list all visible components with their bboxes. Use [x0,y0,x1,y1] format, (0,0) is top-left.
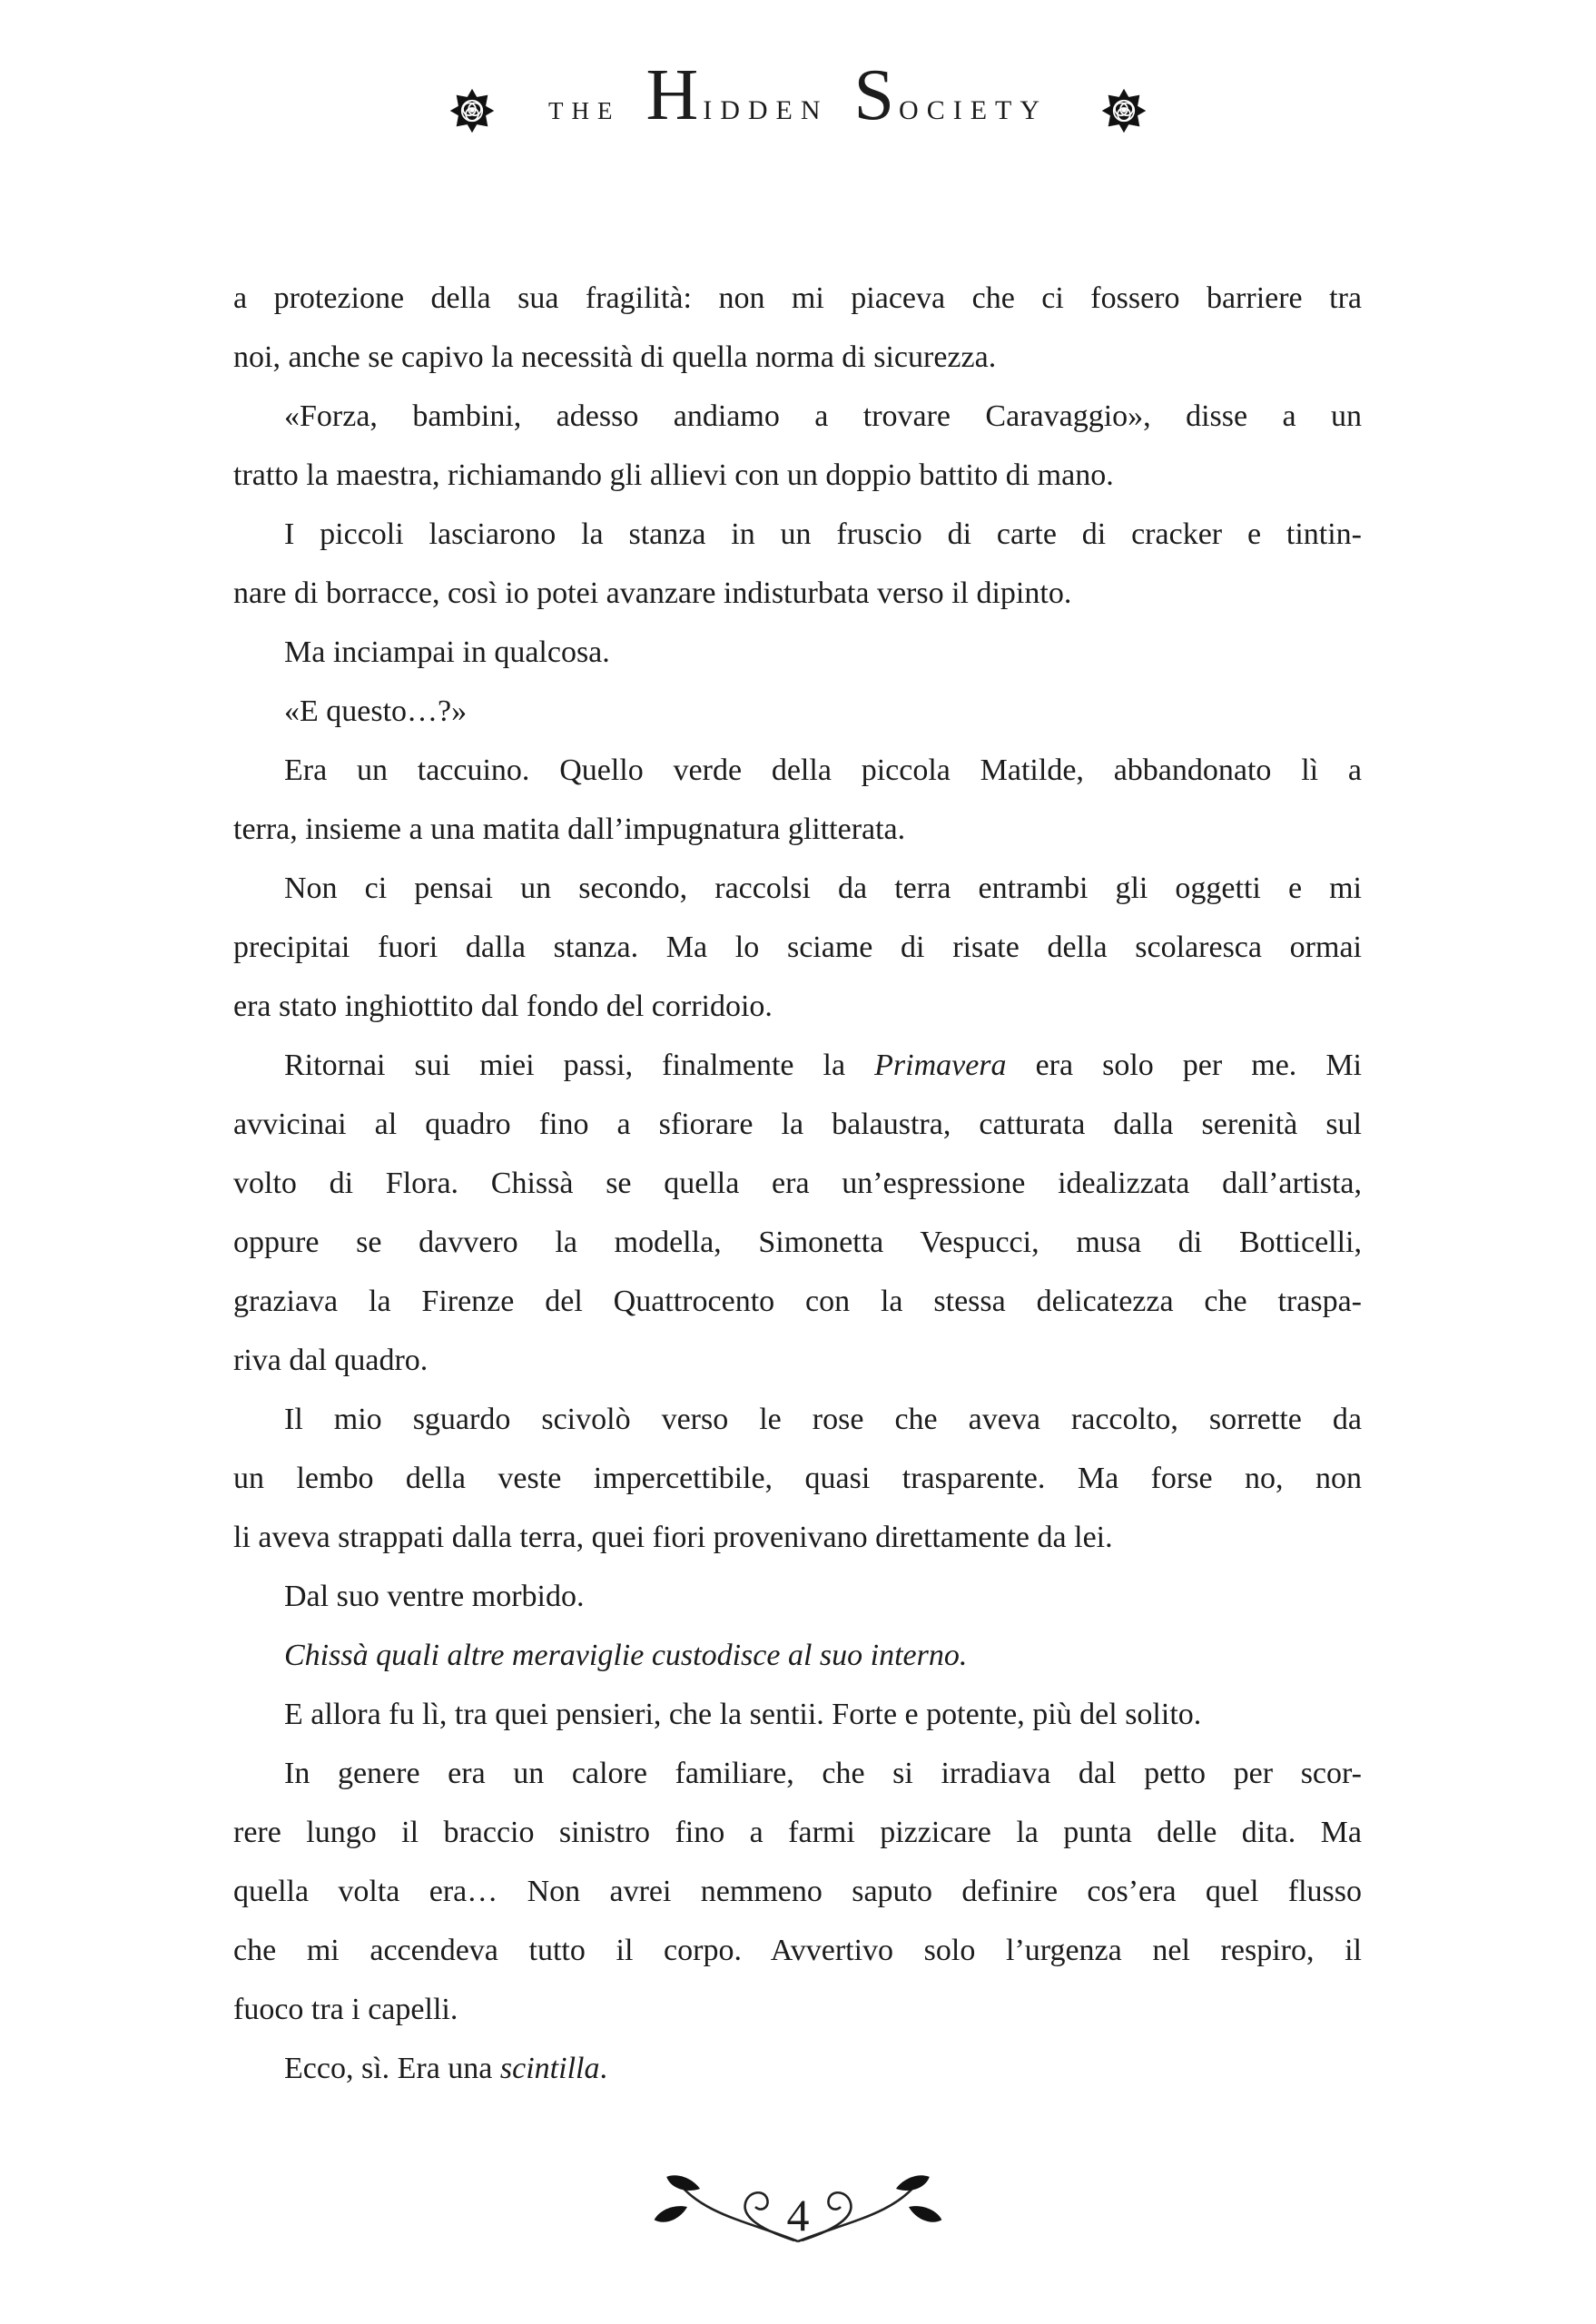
text-line [233,1390,1362,1449]
text-segment: fuoco tra i capelli. [233,1993,458,2026]
text-line [233,1626,1362,1685]
text-segment: Ritornai sui miei passi, finalmente la [284,1049,875,1082]
page-number: 4 [786,2190,810,2240]
paragraph [233,623,1362,682]
text-line [233,1803,1362,1862]
text-line [233,918,1362,977]
paragraph [233,1567,1362,1626]
page-body [233,269,1362,2098]
text-line [233,328,1362,387]
paragraph [233,1390,1362,1567]
rosette-star-icon [448,87,496,134]
text-line [233,269,1362,328]
paragraph [233,682,1362,741]
text-segment: Era un taccuino. Quello verde della piccola Matilde, abbandonato lì a [284,753,1362,787]
text-line [233,1154,1362,1213]
text-line [233,682,1362,741]
text-line [233,387,1362,446]
text-segment: «E questo…?» [284,694,468,728]
text-segment: precipitai fuori dalla stanza. Ma lo sciame di risate della scolaresca ormai [233,931,1362,964]
text-segment: . [599,2052,607,2085]
text-line [233,859,1362,918]
italic-text-segment: Primavera [874,1049,1007,1082]
text-line [233,1095,1362,1154]
text-line [233,1685,1362,1744]
title-rest-idden: IDDEN [703,95,829,125]
text-line [233,1508,1362,1567]
text-segment: riva dal quadro. [233,1344,429,1377]
text-segment: Ma inciampai in qualcosa. [284,635,610,669]
text-segment: In genere era un calore familiare, che si irradiava dal petto per scor- [284,1757,1362,1790]
paragraph [233,269,1362,387]
text-line [233,2039,1362,2098]
paragraph [233,2039,1362,2098]
text-segment: era stato inghiottito dal fondo del corridoio. [233,990,773,1023]
text-segment: un lembo della veste impercettibile, quasi trasparente. Ma forse no, non [233,1462,1362,1495]
text-line [233,1449,1362,1508]
text-segment: rere lungo il braccio sinistro fino a farmi pizzicare la punta delle dita. Ma [233,1816,1362,1849]
text-segment: volto di Flora. Chissà se quella era un’espressione idealizzata dall’artista, [233,1167,1362,1200]
italic-text-segment: scintilla [499,2052,600,2085]
text-line [233,800,1362,859]
text-line [233,1744,1362,1803]
text-segment: avvicinai al quadro fino a sfiorare la balaustra, catturata dalla serenità sul [233,1108,1362,1141]
text-line [233,1921,1362,1980]
text-segment: E allora fu lì, tra quei pensieri, che la sentii. Forte e potente, più del solito. [284,1698,1202,1731]
rosette-star-icon [1100,87,1148,134]
paragraph [233,1685,1362,1744]
text-line [233,1862,1362,1921]
text-segment: a protezione della sua fragilità: non mi piaceva che ci fossero barriere tra [233,281,1362,315]
text-segment: oppure se davvero la modella, Simonetta Vespucci, musa di Botticelli, [233,1226,1362,1259]
title-word-hidden: H IDDEN [645,55,829,135]
text-segment: graziava la Firenze del Quattrocento con la stessa delicatezza che traspa- [233,1285,1362,1318]
text-segment: Non ci pensai un secondo, raccolsi da terra entrambi gli oggetti e mi [284,872,1362,905]
text-line [233,505,1362,564]
paragraph [233,387,1362,505]
text-line [233,564,1362,623]
page-header [0,55,1596,135]
text-segment: Ecco, sì. Era una [284,2052,500,2085]
text-line [233,1331,1362,1390]
title-word-the: THE [547,97,621,124]
text-line [233,446,1362,505]
text-line [233,1213,1362,1272]
text-segment: li aveva strappati dalla terra, quei fiori provenivano direttamente da lei. [233,1521,1113,1554]
paragraph [233,1036,1362,1390]
page-title [547,55,1049,135]
text-line [233,977,1362,1036]
text-line [233,1567,1362,1626]
text-segment: Dal suo ventre morbido. [284,1580,585,1613]
text-line [233,1272,1362,1331]
text-line [233,1980,1362,2039]
paragraph [233,505,1362,623]
text-segment: quella volta era… Non avrei nemmeno saputo definire cos’era quel flusso [233,1875,1362,1908]
text-line [233,623,1362,682]
text-segment: noi, anche se capivo la necessità di quella norma di sicurezza. [233,340,997,374]
title-word-society: S OCIETY [853,55,1049,135]
page-footer [644,2165,952,2292]
paragraph [233,1626,1362,1685]
paragraph [233,859,1362,1036]
text-line [233,741,1362,800]
paragraph [233,1744,1362,2039]
paragraph [233,741,1362,859]
italic-text-segment: Chissà quali altre meraviglie custodisce al suo interno. [284,1639,968,1672]
title-rest-ociety: OCIETY [899,95,1049,125]
text-segment: che mi accendeva tutto il corpo. Avvertivo solo l’urgenza nel respiro, il [233,1934,1362,1967]
text-line [233,1036,1362,1095]
text-segment: era solo per me. Mi [1006,1049,1362,1082]
text-segment: «Forza, bambini, adesso andiamo a trovare Caravaggio», disse a un [284,399,1362,433]
text-segment: I piccoli lasciarono la stanza in un fruscio di carte di cracker e tintin- [284,517,1362,551]
text-segment: nare di borracce, così io potei avanzare indisturbata verso il dipinto. [233,576,1072,610]
text-segment: tratto la maestra, richiamando gli allievi con un doppio battito di mano. [233,458,1114,492]
text-segment: Il mio sguardo scivolò verso le rose che aveva raccolto, sorrette da [284,1403,1362,1436]
text-segment: terra, insieme a una matita dall’impugnatura glitterata. [233,812,906,846]
